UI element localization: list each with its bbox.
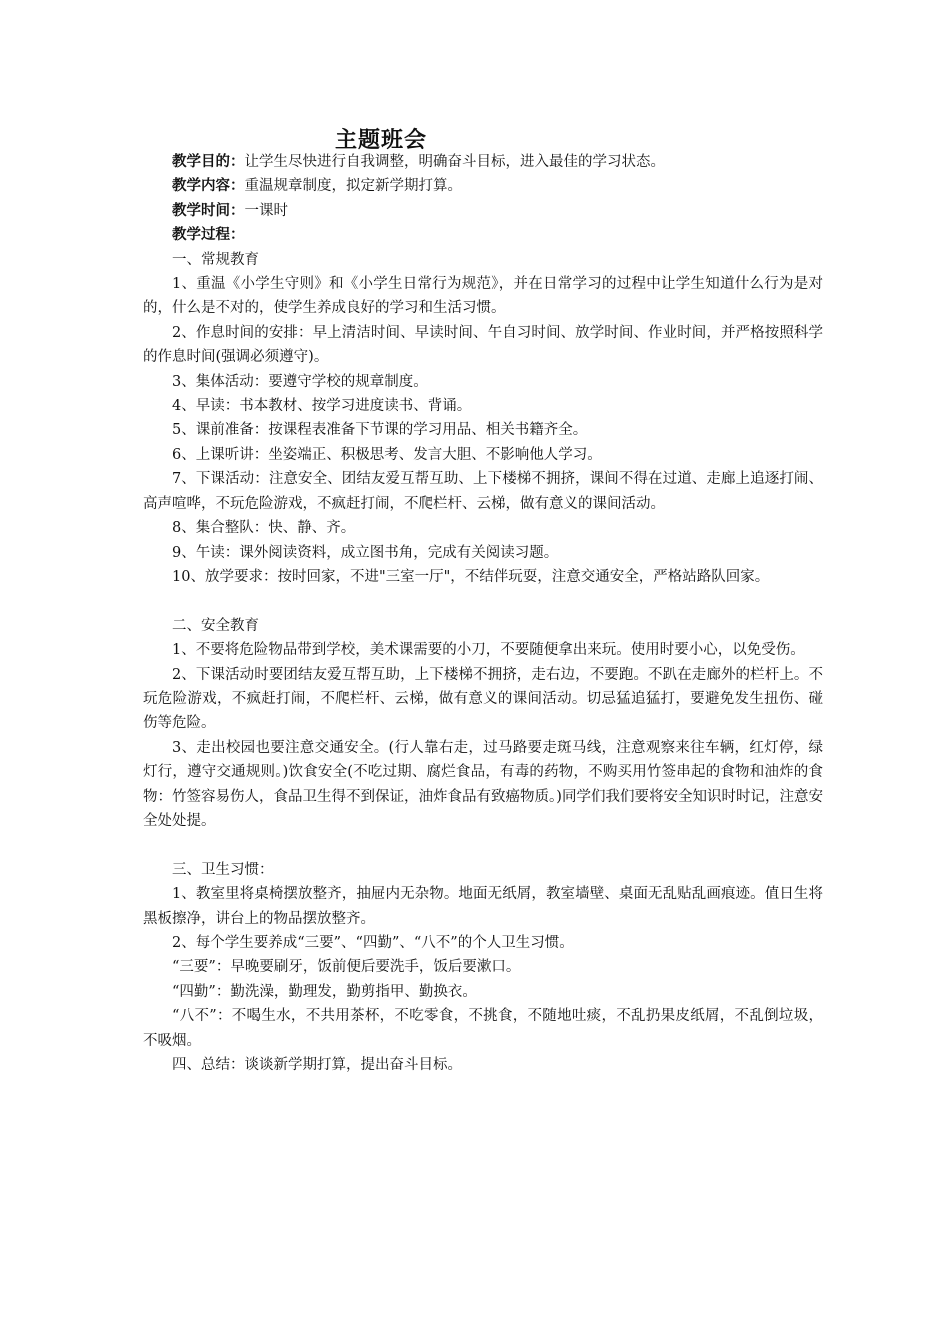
section1-item: 1、重温《小学生守则》和《小学生日常行为规范》，并在日常学习的过程中让学生知道什么行为是对的，什么是不对的，使学生养成良好的学习和生活习惯。	[143, 276, 823, 317]
section1-item: 6、上课听讲：坐姿端正、积极思考、发言大胆、不影响他人学习。	[172, 446, 602, 463]
section1-item: 3、集体活动：要遵守学校的规章制度。	[172, 373, 428, 390]
section1-item: 9、午读：课外阅读资料，成立图书角，完成有关阅读习题。	[172, 544, 559, 561]
section3-heading: 三、卫生习惯：	[172, 861, 274, 878]
section1-item: 7、下课活动：注意安全、团结友爱互帮互助、上下楼梯不拥挤，课间不得在过道、走廊上追逐打闹、高声喧哗，不玩危险游戏，不疯赶打闹，不爬栏杆、云梯，做有意义的课间活动。	[143, 471, 823, 512]
section3-item: “八不”：不喝生水，不共用茶杯，不吃零食，不挑食，不随地吐痰，不乱扔果皮纸屑，不乱倒垃圾，不吸烟。	[143, 1008, 823, 1049]
purpose-label: 教学目的：	[172, 154, 245, 170]
section3-item: 1、教室里将桌椅摆放整齐，抽屉内无杂物。地面无纸屑，教室墙壁、桌面无乱贴乱画痕迹。值日生将黑板擦净，讲台上的物品摆放整齐。	[143, 886, 823, 927]
section2-item: 2、下课活动时要团结友爱互帮互助，上下楼梯不拥挤，走右边，不要跑。不趴在走廊外的栏杆上。不玩危险游戏，不疯赶打闹，不爬栏杆、云梯，做有意义的课间活动。切忌猛追猛打，要避免发生扭伤、碰伤等危险。	[143, 666, 823, 732]
section2-heading: 二、安全教育	[172, 617, 259, 634]
content-line	[143, 174, 823, 198]
page-title: 主题班会	[335, 128, 428, 153]
section1-item: 2、作息时间的安排：早上清洁时间、早读时间、午自习时间、放学时间、作业时间，并严格按照科学的作息时间(强调必须遵守)。	[143, 324, 823, 366]
process-line	[143, 223, 823, 247]
section3-item: 2、每个学生要养成“三要”、“四勤”、“八不”的个人卫生习惯。	[172, 934, 574, 951]
section3-item: “四勤”：勤洗澡，勤理发，勤剪指甲、勤换衣。	[172, 983, 477, 1000]
section2-item: 1、不要将危险物品带到学校，美术课需要的小刀，不要随便拿出来玩。使用时要小心，以免受伤。	[172, 642, 805, 659]
section1-item: 5、课前准备：按课程表准备下节课的学习用品、相关书籍齐全。	[172, 422, 588, 439]
section2-item: 3、走出校园也要注意交通安全。(行人靠右走，过马路要走斑马线，注意观察来往车辆，红灯停，绿灯行，遵守交通规则。)饮食安全(不吃过期、腐烂食品，有毒的药物，不购买用竹签串起的食物和油炸的食物：竹签容易伤人，食品卫生得不到保证，油炸食品有致癌物质。)同学们我们要将安全知识时时记，注意安全处处提。	[143, 739, 823, 829]
section3-item: “三要”：早晚要刷牙，饭前便后要洗手，饭后要漱口。	[172, 959, 521, 976]
purpose-line	[143, 150, 823, 174]
section1-item: 4、早读：书本教材、按学习进度读书、背诵。	[172, 398, 472, 415]
time-text: 一课时	[244, 202, 288, 219]
time-line	[143, 199, 823, 223]
content-label: 教学内容：	[172, 178, 245, 195]
process-label: 教学过程：	[172, 227, 245, 244]
section1-item: 10、放学要求：按时回家，不进"三室一厅"，不结伴玩耍，注意交通安全，严格站路队回家。	[172, 568, 770, 585]
document-body	[143, 150, 823, 1077]
blank-line	[143, 833, 823, 857]
blank-line	[143, 589, 823, 613]
time-label: 教学时间：	[172, 202, 245, 219]
purpose-text: 让学生尽快进行自我调整，明确奋斗目标，进入最佳的学习状态。	[244, 154, 665, 170]
section4-heading: 四、总结：谈谈新学期打算，提出奋斗目标。	[172, 1057, 462, 1073]
content-text: 重温规章制度，拟定新学期打算。	[244, 178, 462, 195]
section1-heading: 一、常规教育	[172, 251, 259, 268]
section1-item: 8、集合整队：快、静、齐。	[172, 520, 356, 537]
